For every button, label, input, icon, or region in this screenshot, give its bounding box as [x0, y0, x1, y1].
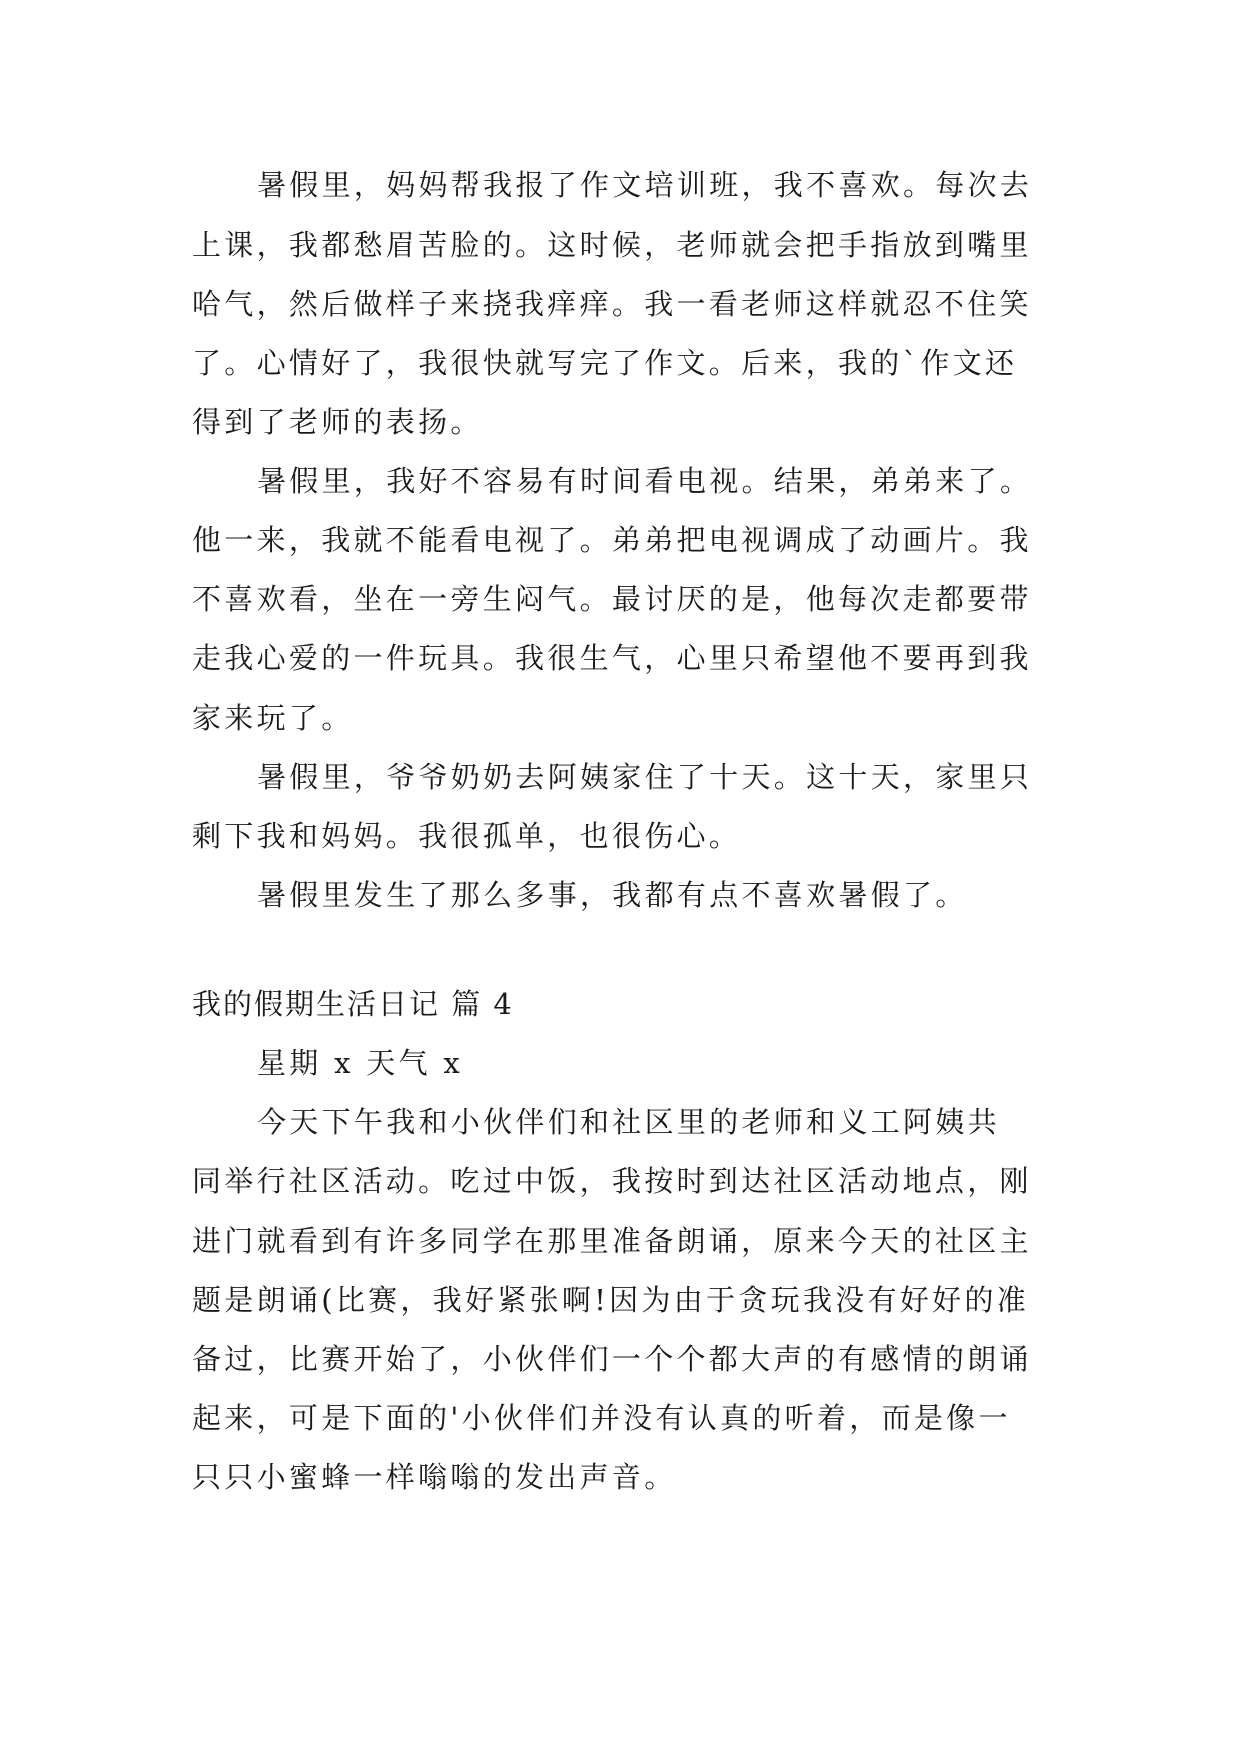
paragraph-1-line-3: 哈气，然后做样子来挠我痒痒。我一看老师这样就忍不住笑	[192, 287, 1032, 321]
paragraph-5-line-5: 备过，比赛开始了，小伙伴们一个个都大声的有感情的朗诵	[192, 1342, 1032, 1376]
paragraph-2-line-3: 不喜欢看，坐在一旁生闷气。最讨厌的是，他每次走都要带	[192, 582, 1032, 616]
paragraph-5-line-4: 题是朗诵(比赛，我好紧张啊!因为由于贪玩我没有好好的准	[192, 1283, 1030, 1317]
paragraph-4-line-1: 暑假里发生了那么多事，我都有点不喜欢暑假了。	[257, 878, 968, 912]
paragraph-3-line-2: 剩下我和妈妈。我很孤单，也很伤心。	[192, 819, 742, 853]
paragraph-2-line-2: 他一来，我就不能看电视了。弟弟把电视调成了动画片。我	[192, 523, 1032, 557]
paragraph-1-line-1: 暑假里，妈妈帮我报了作文培训班，我不喜欢。每次去	[257, 168, 1033, 202]
paragraph-5-line-2: 同举行社区活动。吃过中饭，我按时到达社区活动地点，刚	[192, 1164, 1032, 1198]
paragraph-1-line-5: 得到了老师的表扬。	[192, 405, 483, 439]
paragraph-2-line-1: 暑假里，我好不容易有时间看电视。结果，弟弟来了。	[257, 464, 1033, 498]
paragraph-5-line-7: 只只小蜜蜂一样嗡嗡的发出声音。	[192, 1460, 677, 1494]
paragraph-1-line-2: 上课，我都愁眉苦脸的。这时候，老师就会把手指放到嘴里	[192, 228, 1032, 262]
paragraph-2-line-4: 走我心爱的一件玩具。我很生气，心里只希望他不要再到我	[192, 641, 1032, 675]
paragraph-5-line-6: 起来，可是下面的'小伙伴们并没有认真的听着，而是像一	[192, 1401, 1011, 1435]
paragraph-3-line-1: 暑假里，爷爷奶奶去阿姨家住了十天。这十天，家里只	[257, 760, 1033, 794]
paragraph-5-line-1: 今天下午我和小伙伴们和社区里的老师和义工阿姨共	[257, 1105, 1000, 1139]
date-weather-line: 星期 x 天气 x	[257, 1046, 464, 1080]
paragraph-5-line-3: 进门就看到有许多同学在那里准备朗诵，原来今天的社区主	[192, 1224, 1032, 1258]
section-heading: 我的假期生活日记 篇 4	[192, 987, 514, 1021]
paragraph-2-line-5: 家来玩了。	[192, 701, 354, 735]
paragraph-1-line-4: 了。心情好了，我很快就写完了作文。后来，我的`作文还	[192, 346, 1018, 380]
